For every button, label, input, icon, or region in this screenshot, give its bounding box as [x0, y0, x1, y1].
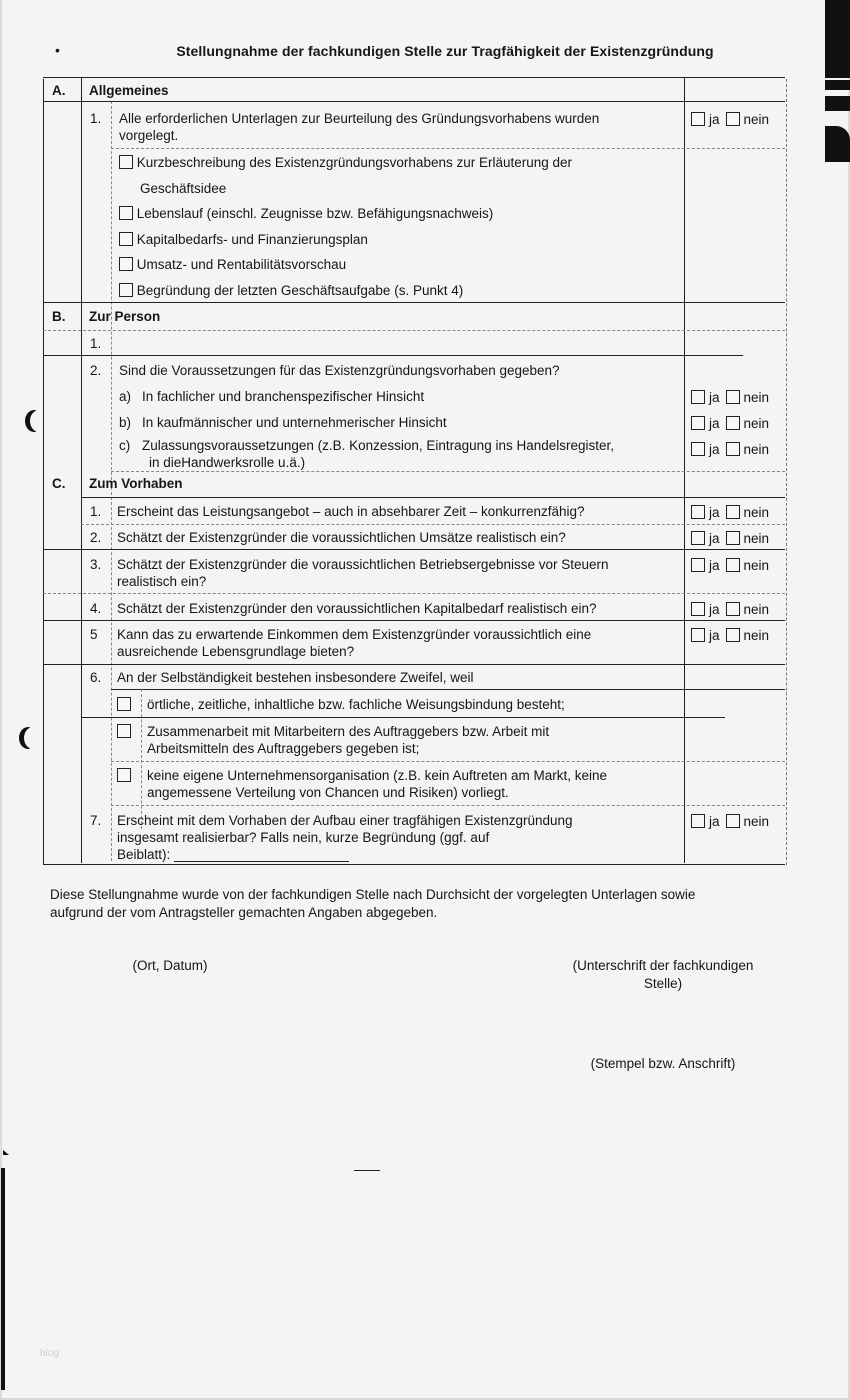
doc-item-capital-plan: Kapitalbedarfs- und Finanzierungsplan — [119, 231, 368, 248]
statement-paragraph: Diese Stellungnahme wurde von der fachkundigen Stelle nach Durchsicht der vorgelegten Unterlagen sowie aufgrund der vom Antragsteller gemachten Angaben abgegeben. — [50, 887, 696, 920]
c2-nein-checkbox[interactable] — [726, 531, 740, 545]
scan-dot: • — [55, 42, 60, 58]
doubt-cooperation-checkbox[interactable] — [117, 724, 131, 738]
document-title: Stellungnahme der fachkundigen Stelle zur Tragfähigkeit der Existenzgründung — [176, 43, 714, 59]
place-date-label: (Ort, Datum) — [132, 958, 208, 973]
row-rule — [43, 620, 785, 621]
c5-number: 5 — [90, 627, 98, 642]
doc-item-short-description: Kurzbeschreibung des Existenzgründungsvorhabens zur Erläuterung der — [119, 154, 572, 171]
c5-answer: ja nein — [691, 627, 775, 644]
b2b-nein-checkbox[interactable] — [726, 416, 740, 430]
a1-text-line1: Alle erforderlichen Unterlagen zur Beurteilung des Gründungsvorhabens wurden — [119, 111, 600, 126]
b2b-label: b) — [119, 415, 132, 430]
scan-artifact-left-edge — [1, 1168, 5, 1390]
a1-nein-checkbox[interactable] — [726, 112, 740, 126]
assessment-form — [43, 79, 787, 865]
row-rule — [43, 664, 785, 665]
c2-question: Schätzt der Existenzgründer die voraussichtlichen Umsätze realistisch ein? — [117, 530, 566, 545]
row-rule — [81, 497, 785, 498]
doubt-cooperation-line1: Zusammenarbeit mit Mitarbeitern des Auftraggebers bzw. Arbeit mit — [147, 724, 550, 739]
c4-ja-checkbox[interactable] — [691, 602, 705, 616]
b1-number: 1. — [90, 336, 102, 351]
c7-ja-checkbox[interactable] — [691, 814, 705, 828]
b2b-text: In kaufmännischer und unternehmerischer Hinsicht — [142, 415, 447, 430]
c5-question-line1: Kann das zu erwartende Einkommen dem Existenzgründer voraussichtlich eine — [117, 627, 592, 642]
c7-question-line3: Beiblatt): — [117, 847, 171, 862]
punch-hole-upper — [30, 410, 48, 432]
section-b-title: Zur Person — [89, 309, 161, 324]
c7-question-line2: insgesamt realisierbar? Falls nein, kurze Begründung (ggf. auf — [117, 830, 490, 845]
b2b-ja-checkbox[interactable] — [691, 416, 705, 430]
c3-nein-checkbox[interactable] — [726, 558, 740, 572]
signature-label: (Unterschrift der fachkundigen Stelle) — [572, 958, 754, 991]
c7-number: 7. — [90, 813, 102, 828]
c7-question-line1: Erscheint mit dem Vorhaben der Aufbau einer tragfähigen Existenzgründung — [117, 813, 573, 828]
c6-doubt-cooperation — [117, 723, 131, 740]
c1-nein-checkbox[interactable] — [726, 505, 740, 519]
c3-answer: ja nein — [691, 557, 775, 574]
section-a-letter: A. — [52, 83, 66, 98]
row-rule — [43, 101, 785, 102]
row-rule — [81, 524, 785, 525]
doubt-col-rule — [141, 689, 142, 829]
form-bottom-rule — [43, 864, 785, 865]
b2b-answer: ja nein — [691, 415, 775, 432]
b2a-label: a) — [119, 389, 132, 404]
b2a-answer: ja nein — [691, 389, 775, 406]
col-rule-number — [81, 77, 82, 863]
c4-question: Schätzt der Existenzgründer den voraussichtlichen Kapitalbedarf realistisch ein? — [117, 601, 597, 616]
b2-question: Sind die Voraussetzungen für das Existenzgründungsvorhaben gegeben? — [119, 363, 560, 378]
section-rule — [111, 471, 785, 472]
row-rule — [111, 805, 785, 806]
c2-number: 2. — [90, 530, 102, 545]
row-rule — [111, 148, 785, 149]
section-b-letter: B. — [52, 309, 66, 324]
doubt-instructions-checkbox[interactable] — [117, 697, 131, 711]
b2a-text: In fachlicher und branchenspezifischer Hinsicht — [142, 389, 425, 404]
c1-number: 1. — [90, 504, 102, 519]
c4-number: 4. — [90, 601, 102, 616]
section-c-title: Zum Vorhaben — [89, 476, 183, 491]
row-rule — [111, 689, 785, 690]
b2a-nein-checkbox[interactable] — [726, 390, 740, 404]
b2c-text-line2: in dieHandwerksrolle u.ä.) — [149, 455, 306, 470]
watermark: blog — [40, 1348, 59, 1359]
scan-artifact-triangle — [3, 1150, 9, 1155]
row-rule — [43, 330, 785, 331]
c1-question: Erscheint das Leistungsangebot – auch in absehbarer Zeit – konkurrenzfähig? — [117, 504, 585, 519]
row-rule — [43, 355, 743, 356]
stamp-label: (Stempel bzw. Anschrift) — [590, 1056, 736, 1071]
scan-artifact-top-right-3 — [825, 96, 850, 111]
punch-hole-lower — [24, 727, 42, 749]
row-rule — [111, 761, 785, 762]
b2c-text-line1: Zulassungsvoraussetzungen (z.B. Konzession, Eintragung ins Handelsregister, — [142, 438, 615, 453]
c6-doubt-instructions — [117, 696, 131, 713]
b2c-label: c) — [119, 438, 131, 453]
c6-number: 6. — [90, 670, 102, 685]
a1-ja-checkbox[interactable] — [691, 112, 705, 126]
c7-answer: ja nein — [691, 813, 775, 830]
c3-question-line2: realistisch ein? — [117, 574, 207, 589]
b2c-ja-checkbox[interactable] — [691, 442, 705, 456]
b2a-ja-checkbox[interactable] — [691, 390, 705, 404]
c7-reason-field[interactable] — [174, 861, 349, 862]
c7-nein-checkbox[interactable] — [726, 814, 740, 828]
doc-capital-plan-checkbox[interactable] — [119, 232, 133, 246]
section-rule — [43, 302, 785, 303]
doubt-organisation-checkbox[interactable] — [117, 768, 131, 782]
c2-answer: ja nein — [691, 530, 775, 547]
c3-question-line1: Schätzt der Existenzgründer die voraussichtlichen Betriebsergebnisse vor Steuern — [117, 557, 609, 572]
doc-item-cv: Lebenslauf (einschl. Zeugnisse bzw. Befähigungsnachweis) — [119, 205, 493, 222]
c4-nein-checkbox[interactable] — [726, 602, 740, 616]
a1-number: 1. — [90, 111, 102, 126]
scan-artifact-top-right-2 — [825, 80, 850, 90]
row-rule — [81, 717, 725, 718]
row-rule — [43, 593, 785, 594]
c6-doubt-organisation — [117, 767, 131, 784]
c5-ja-checkbox[interactable] — [691, 628, 705, 642]
form-top-rule — [43, 77, 785, 78]
doc-revenue-forecast-checkbox[interactable] — [119, 257, 133, 271]
scan-artifact-top-right — [825, 0, 850, 78]
doubt-organisation-line2: angemessene Verteilung von Chancen und Risiken) vorliegt. — [147, 785, 509, 800]
b2c-answer: ja nein — [691, 441, 775, 458]
c5-question-line2: ausreichende Lebensgrundlage bieten? — [117, 644, 355, 659]
c3-ja-checkbox[interactable] — [691, 558, 705, 572]
b2c-nein-checkbox[interactable] — [726, 442, 740, 456]
c1-ja-checkbox[interactable] — [691, 505, 705, 519]
c1-answer: ja nein — [691, 504, 775, 521]
section-c-letter: C. — [52, 476, 66, 491]
col-rule-answer — [684, 77, 685, 863]
doubt-cooperation-line2: Arbeitsmitteln des Auftraggebers gegeben ist; — [147, 741, 420, 756]
b2-number: 2. — [90, 363, 102, 378]
doc-short-description-checkbox[interactable] — [119, 155, 133, 169]
doc-item-last-closure: Begründung der letzten Geschäftsaufgabe (s. Punkt 4) — [119, 282, 463, 299]
c5-nein-checkbox[interactable] — [726, 628, 740, 642]
doc-item-revenue-forecast: Umsatz- und Rentabilitätsvorschau — [119, 256, 346, 273]
doc-item-business-idea: Geschäftsidee — [140, 181, 227, 196]
doubt-organisation-line1: keine eigene Unternehmensorganisation (z.B. kein Auftreten am Markt, keine — [147, 768, 608, 783]
c4-answer: ja nein — [691, 601, 775, 618]
section-a-title: Allgemeines — [89, 83, 169, 98]
a1-answer: ja nein — [691, 111, 775, 128]
row-rule — [43, 549, 785, 550]
doc-cv-checkbox[interactable] — [119, 206, 133, 220]
c6-question: An der Selbständigkeit bestehen insbesondere Zweifel, weil — [117, 670, 474, 685]
scan-artifact-top-right-4 — [825, 126, 850, 162]
doc-last-closure-checkbox[interactable] — [119, 283, 133, 297]
c2-ja-checkbox[interactable] — [691, 531, 705, 545]
scan-mark-line — [354, 1170, 380, 1171]
a1-text-line2: vorgelegt. — [119, 128, 179, 143]
doubt-instructions-text: örtliche, zeitliche, inhaltliche bzw. fachliche Weisungsbindung besteht; — [147, 697, 565, 712]
c3-number: 3. — [90, 557, 102, 572]
